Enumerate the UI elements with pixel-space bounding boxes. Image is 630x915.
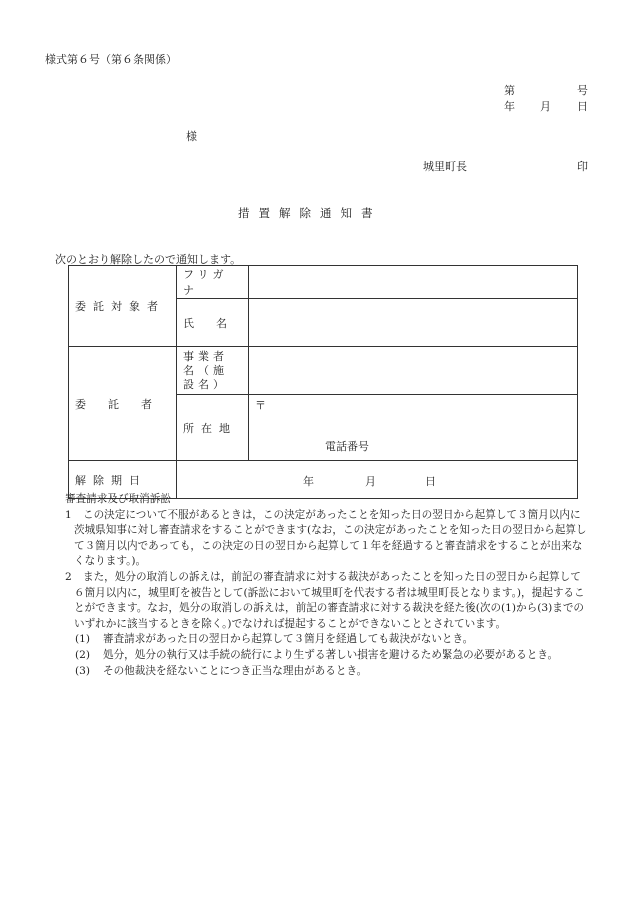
issue-year-label: 年 (504, 100, 515, 113)
appeal-heading: 審査請求及び取消訴訟 (65, 493, 171, 505)
appeal-item (65, 508, 590, 570)
document-title: 措置解除通知書 (238, 206, 382, 220)
business-name-label: 事業者名（施設名） (177, 347, 249, 395)
appeal-subitem (65, 664, 590, 680)
furigana-field[interactable] (249, 266, 578, 299)
postal-mark: 〒 (255, 399, 266, 412)
name-label: 氏 名 (177, 299, 249, 347)
business-name-field[interactable] (249, 347, 578, 395)
document-number-prefix: 第 (504, 84, 515, 97)
release-month-label: 月 (365, 475, 376, 488)
entrusted-target-label: 委託対象者 (69, 266, 177, 347)
notice-form-table (68, 265, 578, 499)
release-date-label: 解除期日 (69, 461, 177, 499)
appeal-subitem-text: その他裁決を経ないことにつき正当な理由があるとき。 (103, 664, 368, 677)
address-field[interactable] (249, 395, 578, 461)
document-number-suffix: 号 (577, 84, 588, 97)
issuer-name: 城里町長 (423, 160, 467, 173)
seal-mark: 印 (577, 160, 588, 173)
appeal-item-number: 2 (65, 570, 72, 583)
name-field[interactable] (249, 299, 578, 347)
issue-month-label: 月 (540, 100, 551, 113)
form-number: 様式第６号（第６条関係） (45, 53, 177, 66)
appeal-item (65, 570, 590, 632)
addressee-suffix: 様 (186, 130, 197, 143)
appeal-subitem-number: (2) (75, 648, 91, 661)
appeal-subitem (65, 632, 590, 648)
release-day-label: 日 (425, 475, 436, 488)
appeal-subitem-number: (3) (75, 664, 91, 677)
phone-label: 電話番号 (325, 440, 369, 453)
appeal-subitem (65, 648, 590, 664)
appeal-subitem-number: (1) (75, 633, 91, 646)
appeal-item-text: この決定について不服があるときは，この決定があったことを知った日の翌日から起算して３箇月以内に茨城県知事に対し審査請求をすることができます(なお，この決定があったことを知った日の翌日から起算して３箇月以内であっても，この決定の日の翌日から起算して１年を経過すると審査請求をすることが出来なくなります。)。 (74, 508, 587, 568)
appeal-notice (65, 492, 590, 679)
address-label: 所在地 (177, 395, 249, 461)
appeal-item-number: 1 (65, 508, 72, 521)
appeal-subitem-text: 処分，処分の執行又は手続の続行により生ずる著しい損害を避けるため緊急の必要があるとき。 (103, 648, 559, 661)
appeal-subitem-text: 審査請求があった日の翌日から起算して３箇月を経過しても裁決がないとき。 (103, 633, 474, 646)
issue-day-label: 日 (577, 100, 588, 113)
release-year-label: 年 (303, 475, 314, 488)
appeal-item-text: また，処分の取消しの訴えは，前記の審査請求に対する裁決があったことを知った日の翌日から起算して６箇月以内に，城里町を被告として(訴訟において城里町を代表する者は城里町長となります。)，提起することができます。なお，処分の取消しの訴えは，前記の審査請求に対する裁決を経た後(次の(1)から(3)までのいずれかに該当するときを除く。)でなければ提起することができないこととされています。 (74, 570, 585, 630)
intro-text: 次のとおり解除したので通知します。 (55, 253, 242, 266)
furigana-label: フリガナ (177, 266, 249, 299)
entrusted-label: 委 託 者 (69, 347, 177, 461)
